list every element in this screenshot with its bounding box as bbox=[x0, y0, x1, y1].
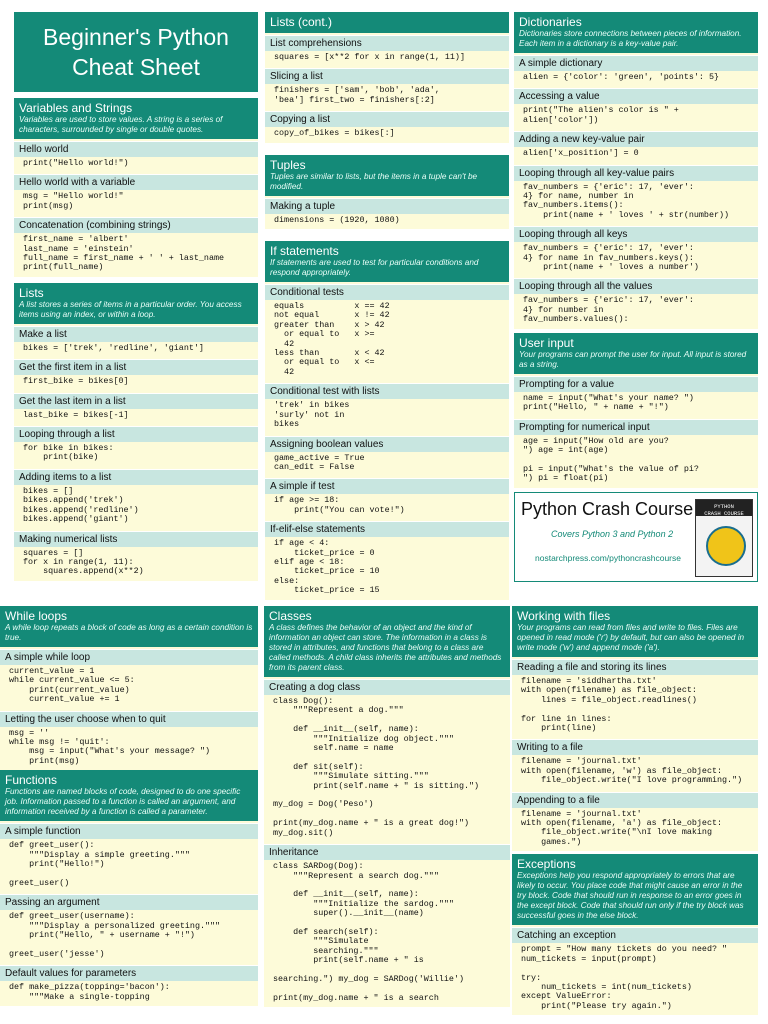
subheading: Default values for parameters bbox=[0, 965, 258, 981]
section-title: Functions bbox=[5, 773, 58, 788]
subheading: Making numerical lists bbox=[14, 531, 258, 547]
section-title: Lists bbox=[19, 285, 44, 300]
code-block: alien['x_position'] = 0 bbox=[523, 148, 639, 159]
section-exceptions bbox=[512, 854, 758, 1015]
code-block: def greet_user(username): """Display a personalized greeting.""" print("Hello, " + username + "!") greet_user('jesse') bbox=[9, 911, 221, 959]
subheading: A simple if test bbox=[265, 478, 509, 494]
subheading: Hello world with a variable bbox=[14, 174, 258, 190]
subheading: Make a list bbox=[14, 326, 258, 342]
subheading: Adding items to a list bbox=[14, 469, 258, 485]
code-block: alien = {'color': 'green', 'points': 5} bbox=[523, 72, 720, 82]
code-block: class SARDog(Dog): """Represent a search dog.""" def __init__(self, name): """Initialize the sardog.""" super().__init__(name) def search(self): """Simulate searching.""" print(self.name + " is searching.") my_dog = SARDog('Willie') print(my_dog.name + " is a search bbox=[273, 861, 464, 1003]
code-block: class Dog(): """Represent a dog.""" def __init__(self, name): """Initialize dog object.""" self.name = name def sit(self): """Simulate sitting.""" print(self.name + " is sitting.") my_dog = Dog('Peso') print(my_dog.name + " is a great dog!") my_dog.sit() bbox=[273, 696, 480, 838]
section-title: If statements bbox=[270, 244, 339, 259]
subheading: Adding a new key-value pair bbox=[514, 131, 758, 147]
section-description: Functions are named blocks of code, designed to do one specific job. Information passed to a function is called an argument, and information received by a function is called a parameter. bbox=[5, 787, 241, 817]
section-header bbox=[0, 770, 258, 821]
section-description: If statements are used to test for particular conditions and respond appropriately. bbox=[270, 258, 479, 278]
subheading: Looping through all the values bbox=[514, 278, 758, 294]
code-block: print("Hello world!") bbox=[23, 158, 129, 168]
column-2-top bbox=[265, 12, 509, 596]
subheading: Conditional test with lists bbox=[265, 383, 509, 399]
code-block: msg = "Hello world!" print(msg) bbox=[23, 191, 124, 211]
section-functions bbox=[0, 770, 258, 1006]
subheading: Accessing a value bbox=[514, 88, 758, 104]
code-block: name = input("What's your name? ") print("Hello, " + name + "!") bbox=[523, 392, 694, 413]
subheading: Get the first item in a list bbox=[14, 359, 258, 375]
code-block: age = input("How old are you? ") age = int(age) pi = input("What's the value of pi? ") pi = float(pi) bbox=[523, 435, 699, 484]
section-description: Variables are used to store values. A string is a series of characters, surrounded by single or double quotes. bbox=[19, 115, 223, 134]
subheading: Letting the user choose when to quit bbox=[0, 711, 258, 727]
section-title: Exceptions bbox=[517, 857, 576, 872]
subheading: Conditional tests bbox=[265, 284, 509, 300]
promo-title: Python Crash Course bbox=[521, 499, 694, 519]
code-block: equals x == 42 not equal x != 42 greater than x > 42 or equal to x >= 42 less than x < 42 or equal to x <= 42 bbox=[274, 301, 390, 377]
column-3-top bbox=[514, 12, 758, 492]
book-title: PYTHON CRASH COURSE bbox=[704, 503, 744, 517]
section-description: Exceptions help you respond appropriately to errors that are likely to occur. You place code that might cause an error in the try block. Code that should run in response to an error goes in the except block. Code that should run only if the try block was successful goes in the else block. bbox=[517, 871, 744, 921]
section-title: Working with files bbox=[517, 609, 611, 623]
code-block: msg = '' while msg != 'quit': msg = input("What's your message? ") print(msg) bbox=[9, 727, 211, 766]
section-if-statements bbox=[265, 241, 509, 600]
subheading: Assigning boolean values bbox=[265, 436, 509, 452]
column-1-bottom bbox=[0, 606, 258, 1024]
code-block: filename = 'siddhartha.txt' with open(filename) as file_object: lines = file_object.readlines() for line in lines: print(line) bbox=[521, 676, 697, 734]
subheading: Copying a list bbox=[265, 111, 509, 127]
section-header bbox=[514, 12, 758, 53]
subheading: A simple dictionary bbox=[514, 55, 758, 71]
section-header bbox=[14, 283, 258, 324]
code-block: squares = [x**2 for x in range(1, 11)] bbox=[274, 52, 465, 62]
code-block: filename = 'journal.txt' with open(filename, 'a') as file_object: file_object.write("\nI love making games.") bbox=[521, 808, 723, 847]
section-header bbox=[264, 606, 510, 677]
subheading: Get the last item in a list bbox=[14, 393, 258, 409]
column-1-top bbox=[14, 12, 258, 579]
code-block: if age >= 18: print("You can vote!") bbox=[274, 495, 405, 515]
code-block: fav_numbers = {'eric': 17, 'ever': 4} for name, number in fav_numbers.items(): print(name + ' loves ' + str(number)) bbox=[523, 181, 730, 220]
title-line-2: Cheat Sheet bbox=[72, 54, 200, 80]
code-block: print("The alien's color is " + alien['color']) bbox=[523, 105, 679, 125]
subheading: Hello world bbox=[14, 141, 258, 157]
code-block: def greet_user(): """Display a simple greeting.""" print("Hello!") greet_user() bbox=[9, 840, 190, 888]
subheading: Looping through all keys bbox=[514, 226, 758, 242]
code-block: first_bike = bikes[0] bbox=[23, 376, 129, 387]
section-header bbox=[265, 12, 509, 33]
code-block: filename = 'journal.txt' with open(filename, 'w') as file_object: file_object.write("I love programming.") bbox=[521, 756, 743, 786]
code-block: copy_of_bikes = bikes[:] bbox=[274, 128, 395, 139]
code-block: bikes = [] bikes.append('trek') bikes.append('redline') bikes.append('giant') bbox=[23, 485, 139, 525]
section-title: Classes bbox=[269, 609, 312, 623]
code-block: prompt = "How many tickets do you need? " num_tickets = input(prompt) try: num_tickets = int(num_tickets) except ValueError: print("Please try again.") bbox=[521, 944, 728, 1011]
section-title: While loops bbox=[5, 609, 68, 623]
code-block: if age < 4: ticket_price = 0 elif age < 18: ticket_price = 10 else: ticket_price = 15 bbox=[274, 538, 380, 596]
section-title: User input bbox=[519, 335, 574, 350]
promo-subtitle: Covers Python 3 and Python 2 bbox=[551, 529, 674, 539]
section-title: Dictionaries bbox=[519, 15, 582, 29]
subheading: Looping through a list bbox=[14, 426, 258, 442]
subheading: A simple while loop bbox=[0, 649, 258, 665]
code-block: first_name = 'albert' last_name = 'einstein' full_name = first_name + ' ' + last_name print(full_name) bbox=[23, 234, 225, 273]
column-3-bottom bbox=[512, 606, 758, 1024]
subheading: Appending to a file bbox=[512, 792, 758, 808]
title-line-1: Beginner's Python bbox=[43, 24, 229, 50]
promo-link[interactable]: nostarchpress.com/pythoncrashcourse bbox=[535, 553, 681, 563]
section-user-input bbox=[514, 333, 758, 488]
section-description: A list stores a series of items in a particular order. You access items using an index, or within a loop. bbox=[19, 299, 242, 319]
subheading: Looping through all key-value pairs bbox=[514, 165, 758, 181]
code-block: squares = [] for x in range(1, 11): squares.append(x**2) bbox=[23, 547, 144, 577]
section-header bbox=[0, 606, 258, 647]
snake-icon bbox=[706, 526, 746, 566]
section-description: Tuples are similar to lists, but the items in a tuple can't be modified. bbox=[270, 171, 478, 191]
section-classes bbox=[264, 606, 510, 1007]
code-block: current_value = 1 while current_value <= 5: print(current_value) current_value += 1 bbox=[9, 666, 135, 705]
code-block: fav_numbers = {'eric': 17, 'ever': 4} for number in fav_numbers.values(): bbox=[523, 295, 694, 325]
subheading: Making a tuple bbox=[265, 198, 509, 214]
subheading: Writing to a file bbox=[512, 739, 758, 755]
section-header bbox=[512, 606, 758, 657]
section-description: Your programs can read from files and write to files. Files are opened in read mode ('r') by default, but can also be opened in write mode ('w') and append mode ('a'). bbox=[517, 623, 745, 652]
section-lists-cont bbox=[265, 12, 509, 143]
code-block: def make_pizza(topping='bacon'): """Make a single-topping bbox=[9, 982, 170, 1002]
subheading: Slicing a list bbox=[265, 68, 509, 84]
code-block: last_bike = bikes[-1] bbox=[23, 409, 129, 420]
subheading: A simple function bbox=[0, 823, 258, 839]
section-description: A while loop repeats a block of code as long as a certain condition is true. bbox=[5, 623, 253, 642]
cheat-sheet-title bbox=[14, 12, 258, 92]
subheading: Reading a file and storing its lines bbox=[512, 659, 758, 675]
section-tuples bbox=[265, 155, 509, 229]
section-variables bbox=[14, 98, 258, 277]
python-crash-course-promo bbox=[514, 492, 758, 582]
code-block: for bike in bikes: print(bike) bbox=[23, 443, 114, 463]
section-working-with-files bbox=[512, 606, 758, 851]
subheading: Passing an argument bbox=[0, 894, 258, 910]
section-description: Dictionaries store connections between pieces of information. Each item in a dictionary is a key-value pair. bbox=[519, 29, 742, 48]
section-header bbox=[265, 155, 509, 196]
book-cover-image bbox=[695, 499, 753, 577]
section-title: Tuples bbox=[270, 157, 306, 172]
code-block: fav_numbers = {'eric': 17, 'ever': 4} for name in fav_numbers.keys(): print(name + ' loves a number') bbox=[523, 243, 699, 273]
code-block: 'trek' in bikes 'surly' not in bikes bbox=[274, 400, 350, 430]
section-title: Variables and Strings bbox=[19, 101, 133, 115]
subheading: If-elif-else statements bbox=[265, 521, 509, 537]
subheading: Creating a dog class bbox=[264, 679, 510, 695]
code-block: bikes = ['trek', 'redline', 'giant'] bbox=[23, 342, 204, 353]
section-while-loops bbox=[0, 606, 258, 770]
subheading: Inheritance bbox=[264, 844, 510, 860]
section-header bbox=[14, 98, 258, 139]
code-block: game_active = True can_edit = False bbox=[274, 452, 365, 472]
section-description: A class defines the behavior of an object and the kind of information an object can store. The information in a class is stored in attributes, and functions that belong to a class are called methods. A child class inherits the attributes and methods from its parent class. bbox=[269, 623, 502, 672]
code-block: finishers = ['sam', 'bob', 'ada', 'bea'] first_two = finishers[:2] bbox=[274, 85, 440, 105]
subheading: Prompting for a value bbox=[514, 376, 758, 392]
subheading: Concatenation (combining strings) bbox=[14, 217, 258, 233]
section-title: Lists (cont.) bbox=[270, 15, 333, 29]
section-header bbox=[265, 241, 509, 282]
subheading: Prompting for numerical input bbox=[514, 419, 758, 435]
section-lists bbox=[14, 283, 258, 581]
section-description: Your programs can prompt the user for input. All input is stored as a string. bbox=[519, 349, 747, 369]
subheading: List comprehensions bbox=[265, 35, 509, 51]
section-header bbox=[512, 854, 758, 925]
code-block: dimensions = (1920, 1080) bbox=[274, 214, 400, 225]
column-2-bottom bbox=[264, 606, 510, 1024]
section-dictionaries bbox=[514, 12, 758, 329]
section-header bbox=[514, 333, 758, 374]
subheading: Catching an exception bbox=[512, 927, 758, 943]
